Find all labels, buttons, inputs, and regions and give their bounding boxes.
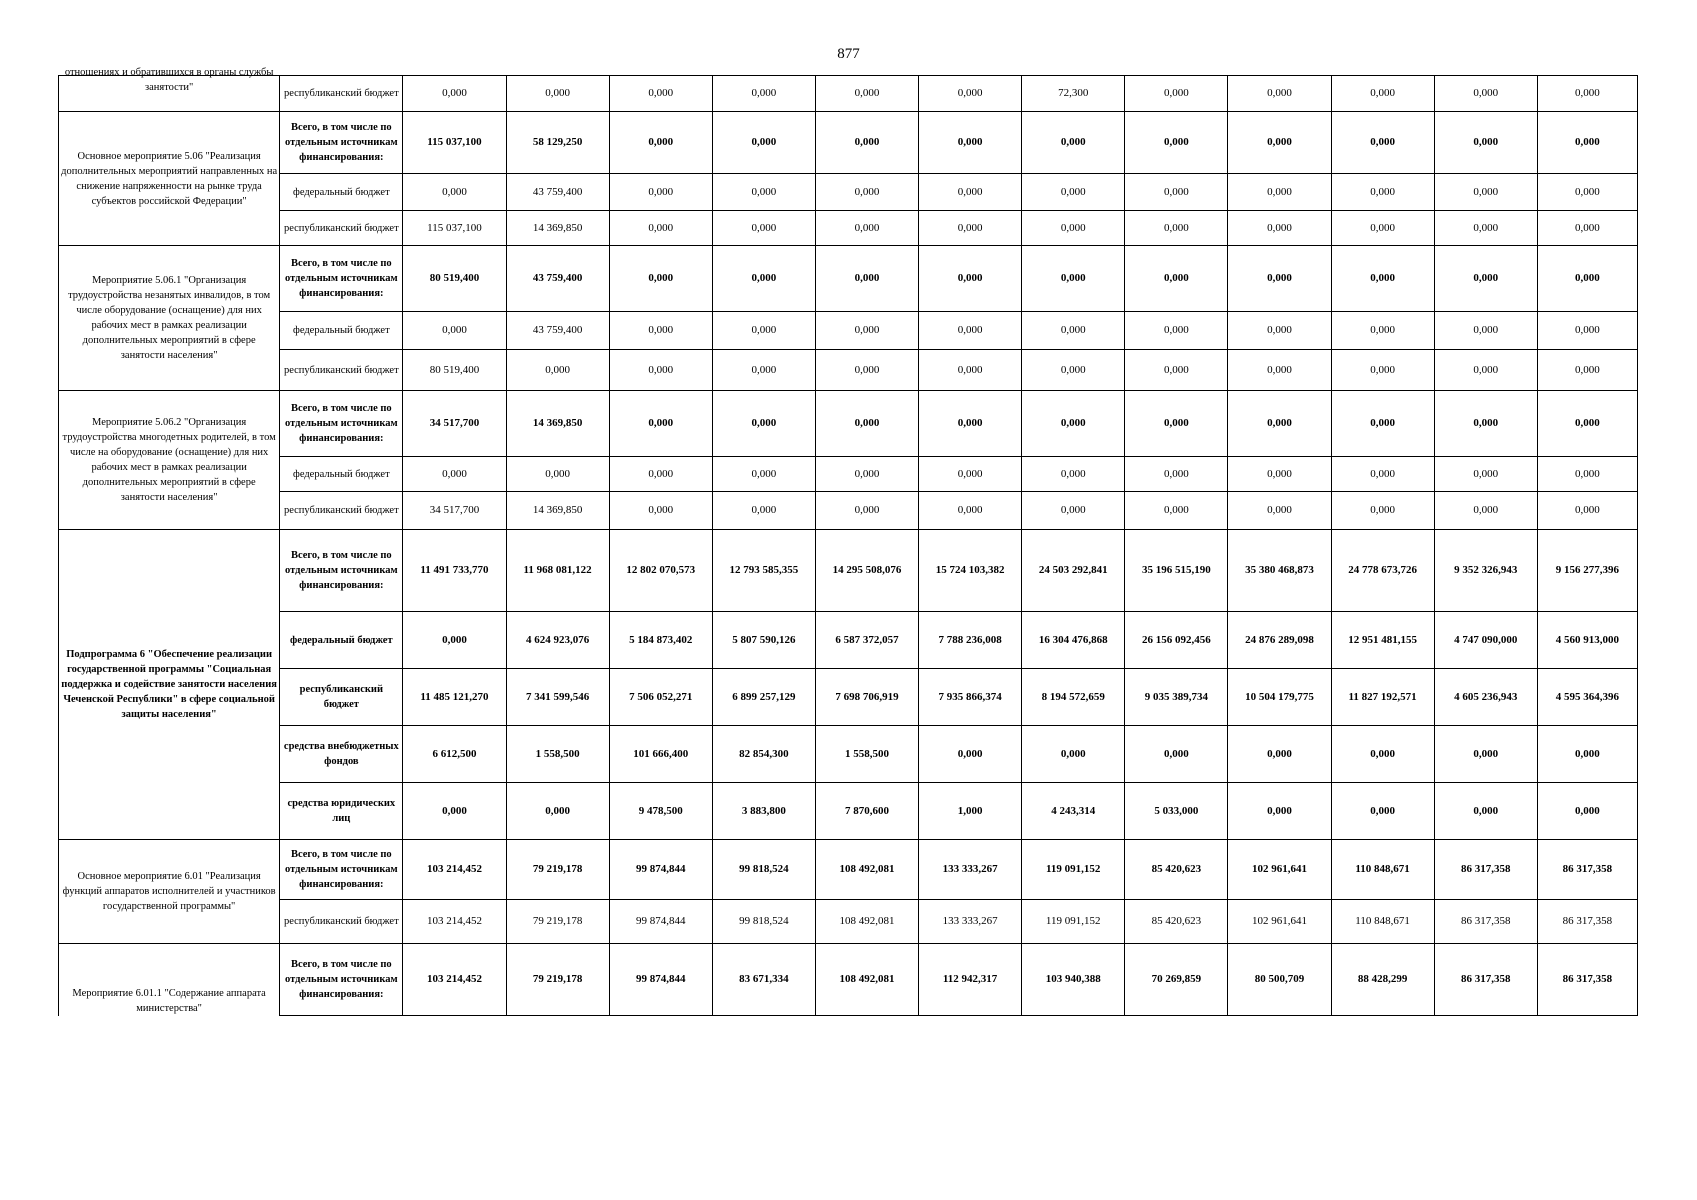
value-cell: 0,000	[1022, 174, 1125, 211]
funding-source: республиканский бюджет	[280, 76, 403, 112]
measure-name	[59, 67, 280, 112]
measure-name-text: Подпрограмма 6 "Обеспечение реализации государственной программы "Социальная поддержка и содействие занятости населения Чеченской Республики" в сфере социальной защиты населения"	[61, 649, 277, 720]
value-cell: 0,000	[1125, 112, 1228, 174]
value-cell: 0,000	[712, 174, 815, 211]
value-cell: 0,000	[1228, 246, 1331, 312]
value-cell: 0,000	[815, 174, 918, 211]
value-cell: 0,000	[919, 112, 1022, 174]
value-cell: 108 492,081	[815, 944, 918, 1016]
value-cell: 10 504 179,775	[1228, 669, 1331, 726]
value-cell: 101 666,400	[609, 726, 712, 783]
value-cell: 0,000	[1228, 783, 1331, 840]
value-cell: 0,000	[1331, 246, 1434, 312]
value-cell: 0,000	[1537, 457, 1637, 492]
value-cell: 0,000	[815, 211, 918, 246]
value-cell: 0,000	[609, 76, 712, 112]
value-cell: 0,000	[1537, 76, 1637, 112]
value-cell: 0,000	[1022, 246, 1125, 312]
value-cell: 4 605 236,943	[1434, 669, 1537, 726]
value-cell: 12 793 585,355	[712, 530, 815, 612]
table-row	[59, 350, 1638, 391]
value-cell: 85 420,623	[1125, 900, 1228, 944]
value-cell: 0,000	[403, 612, 506, 669]
measure-name-text: Основное мероприятие 6.01 "Реализация функций аппаратов исполнителей и участников государственной программы"	[62, 871, 276, 912]
value-cell: 0,000	[1125, 457, 1228, 492]
value-cell: 4 595 364,396	[1537, 669, 1637, 726]
value-cell: 115 037,100	[403, 112, 506, 174]
value-cell: 26 156 092,456	[1125, 612, 1228, 669]
value-cell: 0,000	[712, 350, 815, 391]
value-cell: 0,000	[609, 492, 712, 530]
value-cell: 7 506 052,271	[609, 669, 712, 726]
value-cell: 0,000	[1228, 76, 1331, 112]
table-row	[59, 726, 1638, 783]
value-cell: 0,000	[919, 76, 1022, 112]
value-cell: 0,000	[815, 312, 918, 350]
value-cell: 0,000	[815, 112, 918, 174]
funding-source: республиканский бюджет	[280, 492, 403, 530]
value-cell: 102 961,641	[1228, 900, 1331, 944]
value-cell: 0,000	[712, 492, 815, 530]
value-cell: 108 492,081	[815, 900, 918, 944]
measure-name-text: отношениях и обратившихся в органы службы занятости"	[64, 67, 274, 93]
value-cell: 103 214,452	[403, 944, 506, 1016]
value-cell: 43 759,400	[506, 174, 609, 211]
value-cell: 11 968 081,122	[506, 530, 609, 612]
value-cell: 0,000	[1331, 211, 1434, 246]
table-row	[59, 174, 1638, 211]
value-cell: 0,000	[919, 246, 1022, 312]
value-cell: 86 317,358	[1537, 840, 1637, 900]
value-cell: 11 491 733,770	[403, 530, 506, 612]
value-cell: 0,000	[1228, 492, 1331, 530]
value-cell: 0,000	[1537, 174, 1637, 211]
value-cell: 0,000	[815, 76, 918, 112]
measure-name	[59, 840, 280, 944]
value-cell: 0,000	[712, 112, 815, 174]
value-cell: 14 369,850	[506, 211, 609, 246]
value-cell: 8 194 572,659	[1022, 669, 1125, 726]
value-cell: 99 874,844	[609, 944, 712, 1016]
value-cell: 7 935 866,374	[919, 669, 1022, 726]
funding-source: федеральный бюджет	[280, 457, 403, 492]
funding-source: республиканский бюджет	[280, 669, 403, 726]
funding-source: Всего, в том числе по отдельным источникам финансирования:	[280, 530, 403, 612]
value-cell: 4 747 090,000	[1434, 612, 1537, 669]
value-cell: 12 951 481,155	[1331, 612, 1434, 669]
value-cell: 119 091,152	[1022, 840, 1125, 900]
value-cell: 0,000	[1537, 391, 1637, 457]
value-cell: 0,000	[1125, 174, 1228, 211]
table-row	[59, 457, 1638, 492]
value-cell: 0,000	[712, 76, 815, 112]
measure-name	[59, 391, 280, 530]
value-cell: 12 802 070,573	[609, 530, 712, 612]
value-cell: 86 317,358	[1434, 900, 1537, 944]
value-cell: 58 129,250	[506, 112, 609, 174]
table-row	[59, 492, 1638, 530]
value-cell: 5 184 873,402	[609, 612, 712, 669]
value-cell: 5 033,000	[1125, 783, 1228, 840]
value-cell: 0,000	[1434, 76, 1537, 112]
value-cell: 0,000	[1022, 726, 1125, 783]
value-cell: 0,000	[609, 112, 712, 174]
table-row	[59, 669, 1638, 726]
value-cell: 0,000	[506, 457, 609, 492]
funding-source: федеральный бюджет	[280, 312, 403, 350]
value-cell: 0,000	[1331, 726, 1434, 783]
value-cell: 24 503 292,841	[1022, 530, 1125, 612]
value-cell: 0,000	[919, 492, 1022, 530]
value-cell: 0,000	[815, 246, 918, 312]
value-cell: 110 848,671	[1331, 840, 1434, 900]
value-cell: 0,000	[1125, 391, 1228, 457]
value-cell: 115 037,100	[403, 211, 506, 246]
value-cell: 0,000	[1022, 457, 1125, 492]
value-cell: 0,000	[609, 211, 712, 246]
funding-source: Всего, в том числе по отдельным источникам финансирования:	[280, 391, 403, 457]
value-cell: 86 317,358	[1537, 900, 1637, 944]
value-cell: 0,000	[1434, 211, 1537, 246]
value-cell: 34 517,700	[403, 492, 506, 530]
value-cell: 0,000	[919, 211, 1022, 246]
value-cell: 82 854,300	[712, 726, 815, 783]
value-cell: 14 369,850	[506, 391, 609, 457]
measure-name-text: Мероприятие 6.01.1 "Содержание аппарата министерства"	[72, 987, 266, 1014]
value-cell: 0,000	[815, 492, 918, 530]
funding-source: Всего, в том числе по отдельным источникам финансирования:	[280, 246, 403, 312]
budget-table	[58, 67, 1638, 1016]
value-cell: 0,000	[712, 246, 815, 312]
value-cell: 35 196 515,190	[1125, 530, 1228, 612]
value-cell: 5 807 590,126	[712, 612, 815, 669]
value-cell: 0,000	[919, 174, 1022, 211]
value-cell: 0,000	[1228, 391, 1331, 457]
value-cell: 7 870,600	[815, 783, 918, 840]
funding-source: республиканский бюджет	[280, 350, 403, 391]
value-cell: 110 848,671	[1331, 900, 1434, 944]
funding-source: федеральный бюджет	[280, 612, 403, 669]
value-cell: 0,000	[403, 76, 506, 112]
value-cell: 80 519,400	[403, 246, 506, 312]
funding-source: средства юридических лиц	[280, 783, 403, 840]
value-cell: 11 485 121,270	[403, 669, 506, 726]
value-cell: 0,000	[815, 391, 918, 457]
funding-source: республиканский бюджет	[280, 211, 403, 246]
value-cell: 0,000	[1228, 726, 1331, 783]
measure-name-text: Основное мероприятие 5.06 "Реализация дополнительных мероприятий направленных на снижение напряженности на рынке труда субъектов российской Федерации"	[61, 150, 278, 207]
value-cell: 0,000	[919, 391, 1022, 457]
table-row	[59, 944, 1638, 1016]
value-cell: 0,000	[1228, 312, 1331, 350]
value-cell: 0,000	[609, 174, 712, 211]
value-cell: 86 317,358	[1434, 944, 1537, 1016]
value-cell: 0,000	[1434, 726, 1537, 783]
value-cell: 88 428,299	[1331, 944, 1434, 1016]
value-cell: 0,000	[919, 312, 1022, 350]
value-cell: 0,000	[403, 783, 506, 840]
value-cell: 0,000	[403, 457, 506, 492]
value-cell: 0,000	[1537, 492, 1637, 530]
value-cell: 3 883,800	[712, 783, 815, 840]
value-cell: 0,000	[1022, 492, 1125, 530]
value-cell: 0,000	[1125, 492, 1228, 530]
value-cell: 0,000	[919, 350, 1022, 391]
measure-name-text: Мероприятие 5.06.2 "Организация трудоустройства многодетных родителей, в том числе на оборудование (оснащение) для них рабочих мест в рамках реализации дополнительных мероприятий в сфере занятости населения"	[62, 417, 276, 503]
funding-source: федеральный бюджет	[280, 174, 403, 211]
measure-name	[59, 530, 280, 840]
value-cell: 0,000	[1331, 112, 1434, 174]
value-cell: 0,000	[712, 457, 815, 492]
value-cell: 0,000	[1022, 211, 1125, 246]
value-cell: 0,000	[1125, 312, 1228, 350]
value-cell: 0,000	[1022, 112, 1125, 174]
value-cell: 35 380 468,873	[1228, 530, 1331, 612]
value-cell: 0,000	[1331, 312, 1434, 350]
table-row	[59, 612, 1638, 669]
value-cell: 7 788 236,008	[919, 612, 1022, 669]
value-cell: 0,000	[1434, 783, 1537, 840]
value-cell: 83 671,334	[712, 944, 815, 1016]
funding-source: республиканский бюджет	[280, 900, 403, 944]
value-cell: 9 478,500	[609, 783, 712, 840]
value-cell: 0,000	[403, 312, 506, 350]
value-cell: 0,000	[1434, 350, 1537, 391]
funding-source: Всего, в том числе по отдельным источникам финансирования:	[280, 112, 403, 174]
value-cell: 108 492,081	[815, 840, 918, 900]
value-cell: 0,000	[1228, 211, 1331, 246]
value-cell: 0,000	[1537, 783, 1637, 840]
value-cell: 0,000	[506, 783, 609, 840]
value-cell: 102 961,641	[1228, 840, 1331, 900]
measure-name	[59, 246, 280, 391]
table-row	[59, 211, 1638, 246]
value-cell: 0,000	[1125, 76, 1228, 112]
value-cell: 34 517,700	[403, 391, 506, 457]
value-cell: 0,000	[1228, 112, 1331, 174]
value-cell: 0,000	[1434, 312, 1537, 350]
table-row	[59, 76, 1638, 112]
value-cell: 4 560 913,000	[1537, 612, 1637, 669]
value-cell: 0,000	[1434, 391, 1537, 457]
value-cell: 0,000	[712, 211, 815, 246]
value-cell: 1,000	[919, 783, 1022, 840]
value-cell: 24 876 289,098	[1228, 612, 1331, 669]
value-cell: 103 214,452	[403, 900, 506, 944]
value-cell: 43 759,400	[506, 312, 609, 350]
value-cell: 24 778 673,726	[1331, 530, 1434, 612]
value-cell: 0,000	[1228, 457, 1331, 492]
value-cell: 0,000	[609, 457, 712, 492]
value-cell: 79 219,178	[506, 900, 609, 944]
table-row	[59, 530, 1638, 612]
value-cell: 9 035 389,734	[1125, 669, 1228, 726]
value-cell: 0,000	[1331, 391, 1434, 457]
value-cell: 0,000	[1537, 112, 1637, 174]
value-cell: 0,000	[1125, 726, 1228, 783]
value-cell: 4 624 923,076	[506, 612, 609, 669]
value-cell: 0,000	[1331, 174, 1434, 211]
page-number: 877	[837, 46, 860, 62]
value-cell: 0,000	[1228, 350, 1331, 391]
funding-source: средства внебюджетных фондов	[280, 726, 403, 783]
value-cell: 103 940,388	[1022, 944, 1125, 1016]
value-cell: 0,000	[1022, 391, 1125, 457]
value-cell: 70 269,859	[1125, 944, 1228, 1016]
value-cell: 0,000	[1537, 726, 1637, 783]
value-cell: 9 352 326,943	[1434, 530, 1537, 612]
table-body	[59, 67, 1638, 1016]
table-row	[59, 391, 1638, 457]
value-cell: 0,000	[1022, 312, 1125, 350]
value-cell: 0,000	[1331, 783, 1434, 840]
value-cell: 0,000	[1537, 211, 1637, 246]
value-cell: 72,300	[1022, 76, 1125, 112]
value-cell: 133 333,267	[919, 840, 1022, 900]
value-cell: 80 519,400	[403, 350, 506, 391]
value-cell: 14 295 508,076	[815, 530, 918, 612]
value-cell: 0,000	[1331, 457, 1434, 492]
value-cell: 85 420,623	[1125, 840, 1228, 900]
value-cell: 0,000	[919, 726, 1022, 783]
value-cell: 43 759,400	[506, 246, 609, 312]
value-cell: 80 500,709	[1228, 944, 1331, 1016]
value-cell: 0,000	[1331, 492, 1434, 530]
value-cell: 4 243,314	[1022, 783, 1125, 840]
value-cell: 0,000	[609, 246, 712, 312]
value-cell: 112 942,317	[919, 944, 1022, 1016]
value-cell: 0,000	[609, 350, 712, 391]
value-cell: 0,000	[506, 76, 609, 112]
value-cell: 0,000	[609, 312, 712, 350]
value-cell: 103 214,452	[403, 840, 506, 900]
value-cell: 86 317,358	[1434, 840, 1537, 900]
value-cell: 0,000	[712, 312, 815, 350]
value-cell: 0,000	[1125, 211, 1228, 246]
table-row	[59, 900, 1638, 944]
value-cell: 79 219,178	[506, 840, 609, 900]
value-cell: 0,000	[1434, 112, 1537, 174]
value-cell: 0,000	[403, 174, 506, 211]
value-cell: 11 827 192,571	[1331, 669, 1434, 726]
funding-source: Всего, в том числе по отдельным источникам финансирования:	[280, 944, 403, 1016]
value-cell: 0,000	[1434, 492, 1537, 530]
value-cell: 0,000	[1434, 457, 1537, 492]
measure-name	[59, 944, 280, 1016]
value-cell: 99 874,844	[609, 900, 712, 944]
value-cell: 1 558,500	[506, 726, 609, 783]
table-row	[59, 783, 1638, 840]
value-cell: 0,000	[1125, 350, 1228, 391]
value-cell: 0,000	[1434, 246, 1537, 312]
value-cell: 0,000	[1331, 76, 1434, 112]
value-cell: 0,000	[1434, 174, 1537, 211]
value-cell: 99 818,524	[712, 900, 815, 944]
value-cell: 0,000	[1022, 350, 1125, 391]
value-cell: 86 317,358	[1537, 944, 1637, 1016]
table-row	[59, 840, 1638, 900]
value-cell: 79 219,178	[506, 944, 609, 1016]
value-cell: 15 724 103,382	[919, 530, 1022, 612]
measure-name-text: Мероприятие 5.06.1 "Организация трудоустройства незанятых инвалидов, в том числе оборудование (оснащение) для них рабочих мест в рамках реализации дополнительных мероприятий в сфере занятости населения"	[68, 275, 271, 361]
value-cell: 0,000	[1537, 246, 1637, 312]
table-row	[59, 246, 1638, 312]
value-cell: 0,000	[712, 391, 815, 457]
value-cell: 0,000	[1125, 246, 1228, 312]
value-cell: 7 341 599,546	[506, 669, 609, 726]
value-cell: 1 558,500	[815, 726, 918, 783]
funding-source: Всего, в том числе по отдельным источникам финансирования:	[280, 840, 403, 900]
table-row	[59, 112, 1638, 174]
value-cell: 0,000	[1537, 312, 1637, 350]
value-cell: 0,000	[1331, 350, 1434, 391]
value-cell: 0,000	[609, 391, 712, 457]
measure-name	[59, 112, 280, 246]
value-cell: 14 369,850	[506, 492, 609, 530]
value-cell: 99 818,524	[712, 840, 815, 900]
value-cell: 0,000	[815, 457, 918, 492]
value-cell: 119 091,152	[1022, 900, 1125, 944]
value-cell: 0,000	[1228, 174, 1331, 211]
value-cell: 7 698 706,919	[815, 669, 918, 726]
value-cell: 0,000	[919, 457, 1022, 492]
value-cell: 6 899 257,129	[712, 669, 815, 726]
value-cell: 99 874,844	[609, 840, 712, 900]
value-cell: 6 612,500	[403, 726, 506, 783]
value-cell: 0,000	[506, 350, 609, 391]
value-cell: 0,000	[815, 350, 918, 391]
value-cell: 133 333,267	[919, 900, 1022, 944]
table-row	[59, 312, 1638, 350]
value-cell: 16 304 476,868	[1022, 612, 1125, 669]
value-cell: 6 587 372,057	[815, 612, 918, 669]
value-cell: 0,000	[1537, 350, 1637, 391]
value-cell: 9 156 277,396	[1537, 530, 1637, 612]
